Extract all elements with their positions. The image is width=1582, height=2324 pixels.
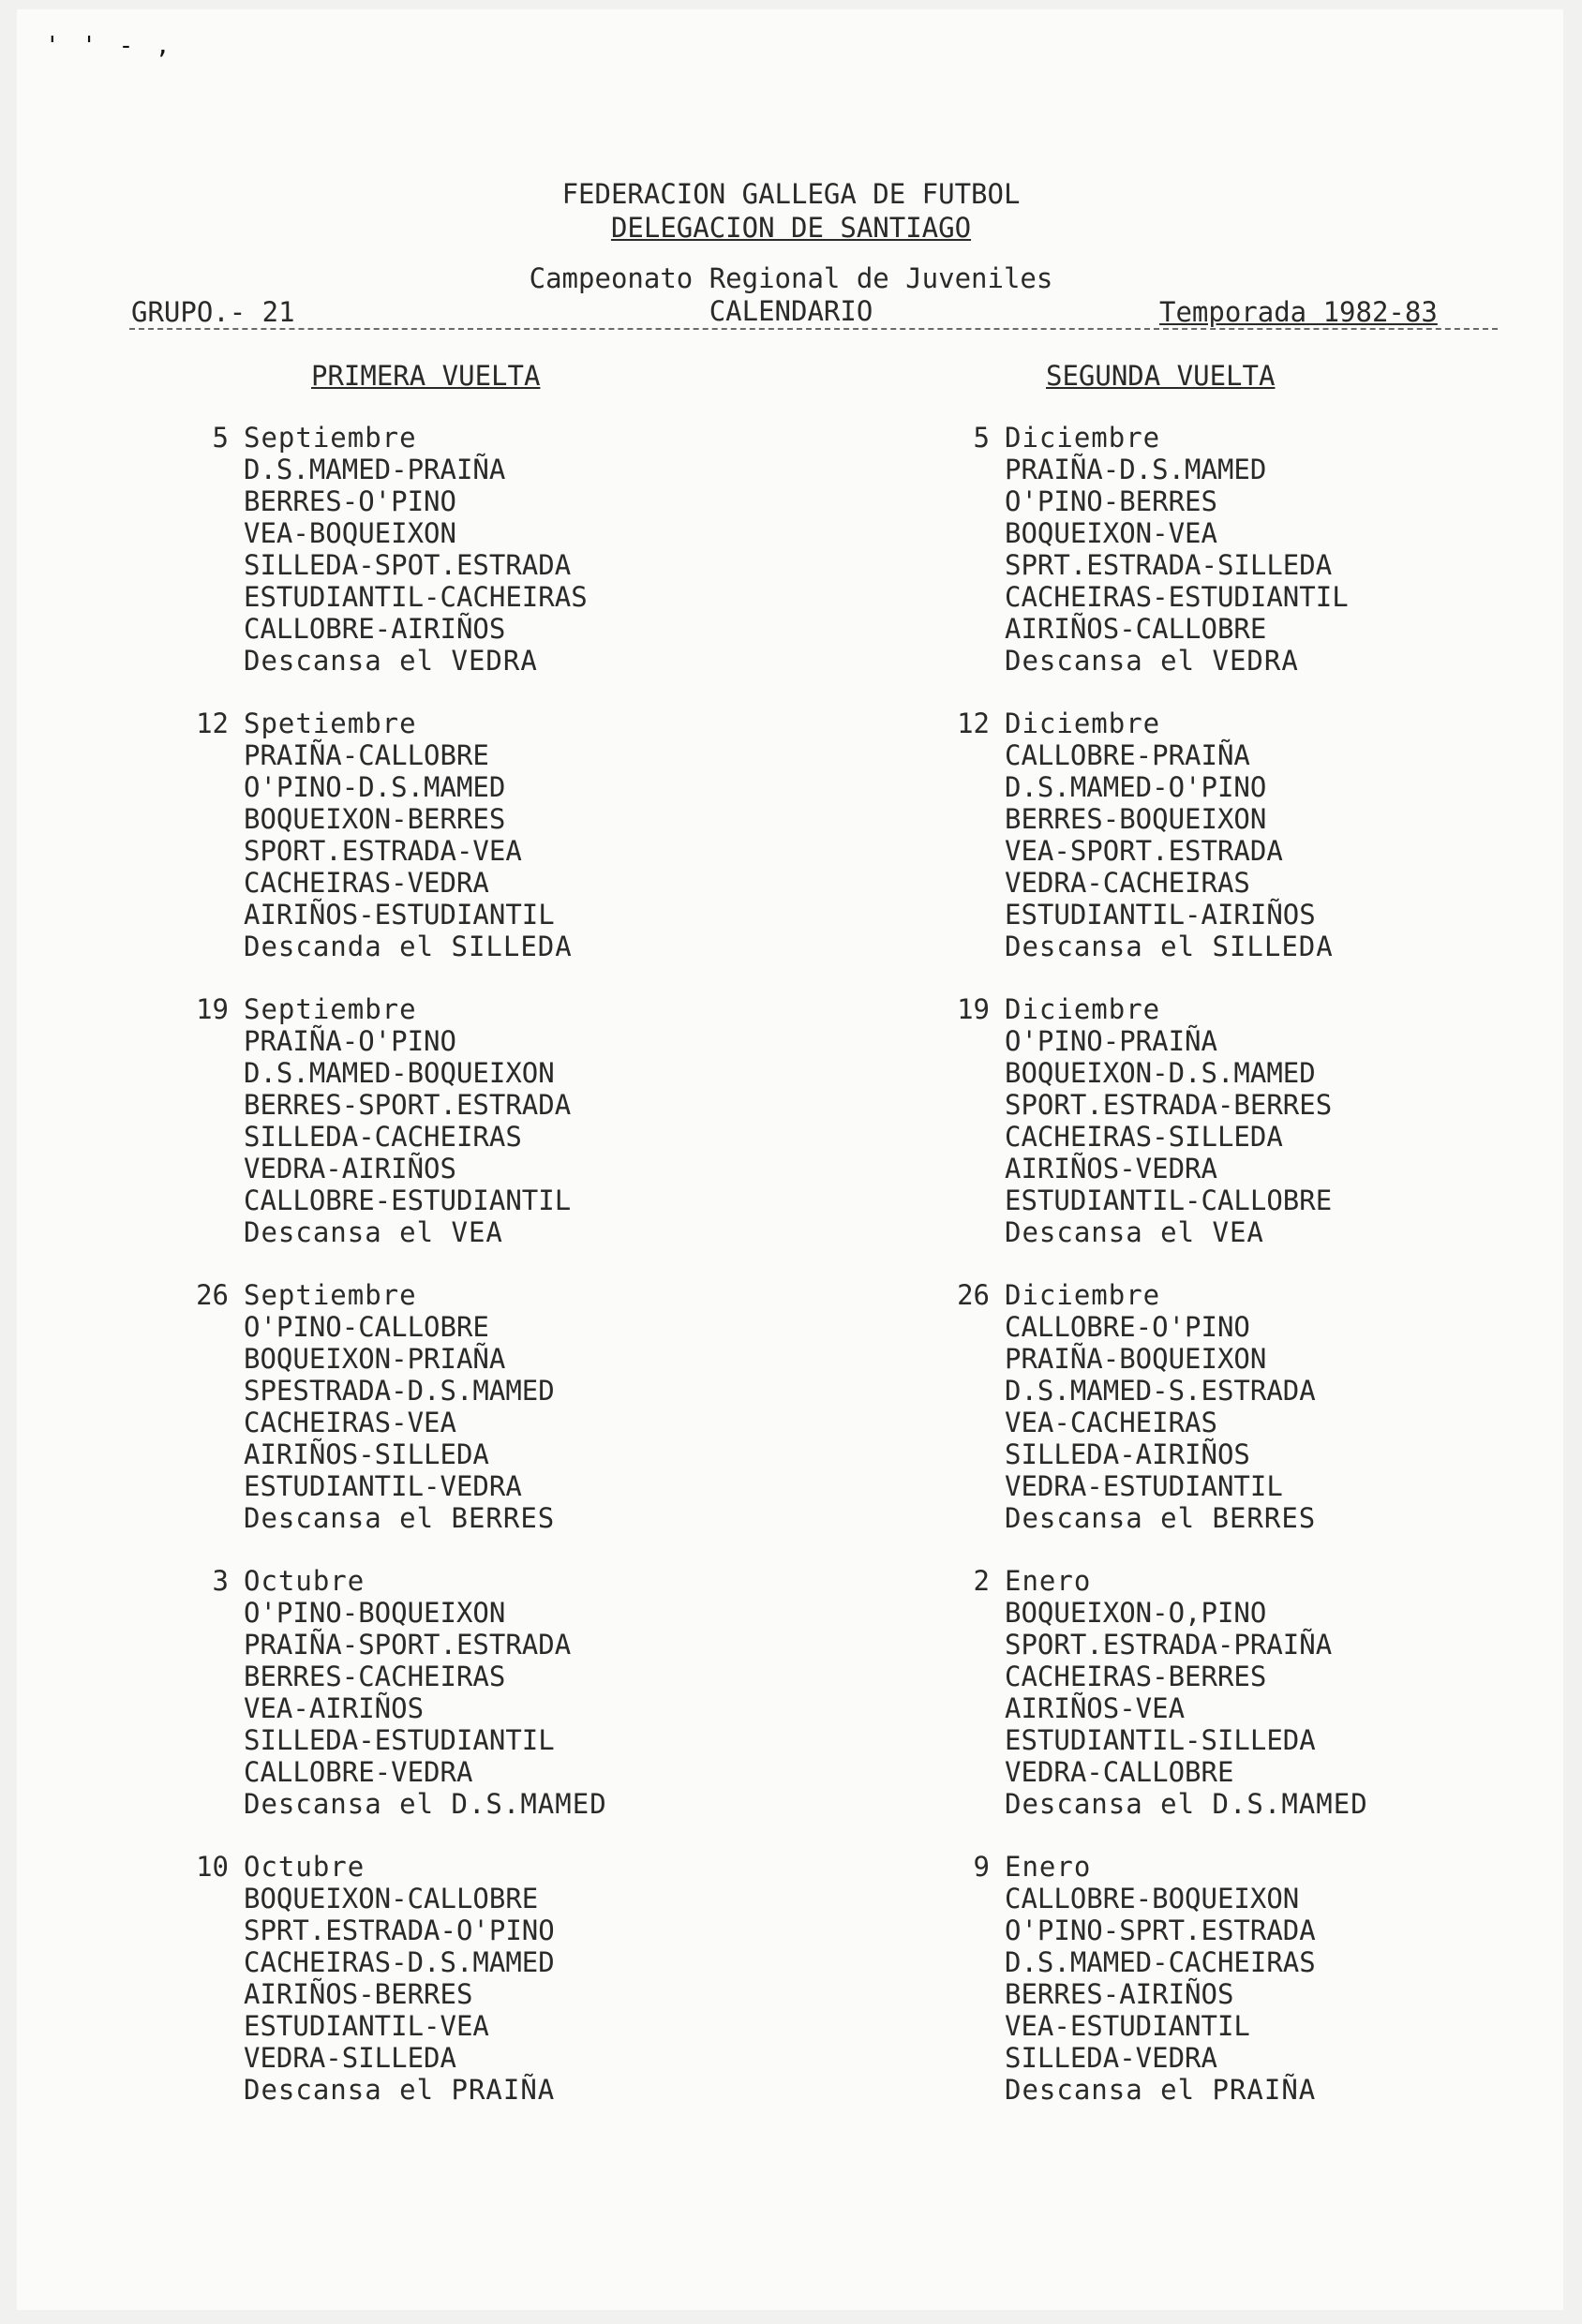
match-fixture: AIRIÑOS-BERRES [244, 1978, 473, 2010]
matchday-day-number: 19 [957, 993, 990, 1025]
resting-team: Descansa el BERRES [1005, 1502, 1317, 1534]
match-fixture: PRAIÑA-SPORT.ESTRADA [244, 1629, 572, 1661]
match-fixture: CALLOBRE-ESTUDIANTIL [244, 1184, 572, 1216]
matchday-lines [244, 1851, 555, 2106]
match-fixture: CACHEIRAS-D.S.MAMED [244, 1946, 555, 1978]
match-fixture: CACHEIRAS-SILLEDA [1005, 1121, 1283, 1153]
matchday-lines [1005, 1565, 1368, 1820]
match-fixture: VEDRA-SILLEDA [244, 2042, 456, 2074]
resting-team: Descansa el D.S.MAMED [1005, 1788, 1368, 1820]
matchday-day-number: 26 [196, 1279, 229, 1311]
match-fixture: SILLEDA-AIRIÑOS [1005, 1438, 1250, 1470]
matchday-month: Enero [1005, 1565, 1092, 1597]
match-fixture: SILLEDA-CACHEIRAS [244, 1121, 522, 1153]
match-fixture: AIRIÑOS-VEDRA [1005, 1153, 1217, 1184]
match-fixture: AIRIÑOS-SILLEDA [244, 1438, 489, 1470]
match-fixture: BOQUEIXON-PRIAÑA [244, 1343, 506, 1375]
matchday-lines [244, 993, 571, 1248]
matchday-month: Septiembre [244, 1279, 417, 1311]
matchday-lines [244, 708, 573, 962]
matchday-lines [1005, 708, 1334, 962]
match-fixture: CACHEIRAS-ESTUDIANTIL [1005, 581, 1349, 613]
match-fixture: D.S.MAMED-S.ESTRADA [1005, 1375, 1316, 1407]
match-fixture: PRAIÑA-O'PINO [244, 1025, 456, 1057]
matchday-day-number: 2 [973, 1565, 990, 1597]
resting-team: Descansa el VEDRA [1005, 645, 1299, 677]
matchday-month: Enero [1005, 1851, 1092, 1883]
match-fixture: SPORT.ESTRADA-VEA [244, 835, 522, 867]
match-fixture: O'PINO-PRAIÑA [1005, 1025, 1217, 1057]
matchday-lines [244, 1565, 607, 1820]
matchday-day-number: 10 [196, 1851, 229, 1883]
match-fixture: CALLOBRE-O'PINO [1005, 1311, 1250, 1343]
match-fixture: BERRES-BOQUEIXON [1005, 803, 1267, 835]
match-fixture: BERRES-O'PINO [244, 485, 456, 517]
resting-team: Descansa el BERRES [244, 1502, 556, 1534]
match-fixture: VEDRA-CACHEIRAS [1005, 867, 1250, 899]
match-fixture: VEA-AIRIÑOS [244, 1692, 425, 1724]
match-fixture: CALLOBRE-PRAIÑA [1005, 739, 1250, 771]
resting-team: Descansa el VEDRA [244, 645, 538, 677]
matchday-day-number: 9 [973, 1851, 990, 1883]
match-fixture: SPRT.ESTRADA-SILLEDA [1005, 549, 1333, 581]
header-divider [129, 328, 1498, 330]
match-fixture: D.S.MAMED-O'PINO [1005, 771, 1267, 803]
matchday-day-number: 12 [957, 708, 990, 739]
match-fixture: BOQUEIXON-CALLOBRE [244, 1883, 539, 1914]
federation-title: FEDERACION GALLEGA DE FUTBOL [561, 178, 1021, 210]
matchday-month: Diciembre [1005, 1279, 1161, 1311]
match-fixture: ESTUDIANTIL-CACHEIRAS [244, 581, 588, 613]
match-fixture: BERRES-CACHEIRAS [244, 1661, 506, 1692]
matchday-lines [1005, 422, 1349, 677]
match-fixture: SILLEDA-VEDRA [1005, 2042, 1217, 2074]
resting-team: Descansa el VEA [244, 1216, 503, 1248]
championship-title: Campeonato Regional de Juveniles [529, 262, 1053, 294]
match-fixture: PRAIÑA-D.S.MAMED [1005, 454, 1267, 485]
match-fixture: CACHEIRAS-VEA [244, 1407, 456, 1438]
match-fixture: PRAIÑA-BOQUEIXON [1005, 1343, 1267, 1375]
match-fixture: BOQUEIXON-VEA [1005, 517, 1217, 549]
match-fixture: BERRES-AIRIÑOS [1005, 1978, 1234, 2010]
matchday-day-number: 3 [212, 1565, 229, 1597]
match-fixture: O'PINO-BOQUEIXON [244, 1597, 506, 1629]
matchday-day-number: 5 [212, 422, 229, 454]
matchday-lines [244, 422, 588, 677]
resting-team: Descanda el SILLEDA [244, 931, 573, 962]
match-fixture: CALLOBRE-VEDRA [244, 1756, 473, 1788]
resting-team: Descansa el PRAIÑA [244, 2074, 556, 2106]
match-fixture: BOQUEIXON-O,PINO [1005, 1597, 1267, 1629]
match-fixture: SPESTRADA-D.S.MAMED [244, 1375, 555, 1407]
match-fixture: D.S.MAMED-PRAIÑA [244, 454, 506, 485]
match-fixture: BOQUEIXON-BERRES [244, 803, 506, 835]
matchday-month: Diciembre [1005, 708, 1161, 739]
match-fixture: ESTUDIANTIL-SILLEDA [1005, 1724, 1316, 1756]
match-fixture: D.S.MAMED-BOQUEIXON [244, 1057, 555, 1089]
match-fixture: VEA-CACHEIRAS [1005, 1407, 1217, 1438]
match-fixture: AIRIÑOS-ESTUDIANTIL [244, 899, 555, 931]
match-fixture: PRAIÑA-CALLOBRE [244, 739, 489, 771]
match-fixture: SPORT.ESTRADA-PRAIÑA [1005, 1629, 1333, 1661]
matchday-month: Octubre [244, 1851, 366, 1883]
calendar-title: CALENDARIO [709, 295, 873, 327]
matchday-month: Diciembre [1005, 993, 1161, 1025]
corner-marks: ' ' - , [45, 32, 174, 60]
match-fixture: ESTUDIANTIL-VEA [244, 2010, 489, 2042]
matchday-lines [1005, 1851, 1316, 2106]
matchday-day-number: 5 [973, 422, 990, 454]
matchday-month: Septiembre [244, 993, 417, 1025]
match-fixture: VEA-BOQUEIXON [244, 517, 456, 549]
match-fixture: CACHEIRAS-BERRES [1005, 1661, 1267, 1692]
match-fixture: SPRT.ESTRADA-O'PINO [244, 1914, 555, 1946]
match-fixture: BERRES-SPORT.ESTRADA [244, 1089, 572, 1121]
matchday-lines [244, 1279, 555, 1534]
delegation-title: DELEGACION DE SANTIAGO [610, 212, 972, 244]
match-fixture: D.S.MAMED-CACHEIRAS [1005, 1946, 1316, 1978]
matchday-lines [1005, 1279, 1316, 1534]
match-fixture: SPORT.ESTRADA-BERRES [1005, 1089, 1333, 1121]
match-fixture: ESTUDIANTIL-AIRIÑOS [1005, 899, 1316, 931]
matchday-day-number: 19 [196, 993, 229, 1025]
match-fixture: O'PINO-CALLOBRE [244, 1311, 489, 1343]
second-round-title: SEGUNDA VUELTA [1046, 360, 1276, 392]
matchday-month: Diciembre [1005, 422, 1161, 454]
match-fixture: O'PINO-BERRES [1005, 485, 1217, 517]
match-fixture: ESTUDIANTIL-VEDRA [244, 1470, 522, 1502]
match-fixture: O'PINO-SPRT.ESTRADA [1005, 1914, 1316, 1946]
match-fixture: BOQUEIXON-D.S.MAMED [1005, 1057, 1316, 1089]
match-fixture: ESTUDIANTIL-CALLOBRE [1005, 1184, 1333, 1216]
group-label: GRUPO.- 21 [131, 296, 295, 328]
match-fixture: VEA-ESTUDIANTIL [1005, 2010, 1250, 2042]
match-fixture: AIRIÑOS-VEA [1005, 1692, 1186, 1724]
match-fixture: SILLEDA-ESTUDIANTIL [244, 1724, 555, 1756]
first-round-title: PRIMERA VUELTA [311, 360, 541, 392]
resting-team: Descansa el PRAIÑA [1005, 2074, 1317, 2106]
match-fixture: VEDRA-CALLOBRE [1005, 1756, 1234, 1788]
match-fixture: O'PINO-D.S.MAMED [244, 771, 506, 803]
matchday-month: Octubre [244, 1565, 366, 1597]
matchday-day-number: 12 [196, 708, 229, 739]
match-fixture: CACHEIRAS-VEDRA [244, 867, 489, 899]
matchday-month: Septiembre [244, 422, 417, 454]
match-fixture: AIRIÑOS-CALLOBRE [1005, 613, 1267, 645]
matchday-month: Spetiembre [244, 708, 417, 739]
resting-team: Descansa el D.S.MAMED [244, 1788, 607, 1820]
match-fixture: VEDRA-ESTUDIANTIL [1005, 1470, 1283, 1502]
match-fixture: SILLEDA-SPOT.ESTRADA [244, 549, 572, 581]
match-fixture: CALLOBRE-BOQUEIXON [1005, 1883, 1300, 1914]
match-fixture: VEDRA-AIRIÑOS [244, 1153, 456, 1184]
matchday-lines [1005, 993, 1332, 1248]
match-fixture: VEA-SPORT.ESTRADA [1005, 835, 1283, 867]
matchday-day-number: 26 [957, 1279, 990, 1311]
resting-team: Descansa el SILLEDA [1005, 931, 1334, 962]
resting-team: Descansa el VEA [1005, 1216, 1264, 1248]
season-label: Temporada 1982-83 [1159, 296, 1438, 328]
match-fixture: CALLOBRE-AIRIÑOS [244, 613, 506, 645]
